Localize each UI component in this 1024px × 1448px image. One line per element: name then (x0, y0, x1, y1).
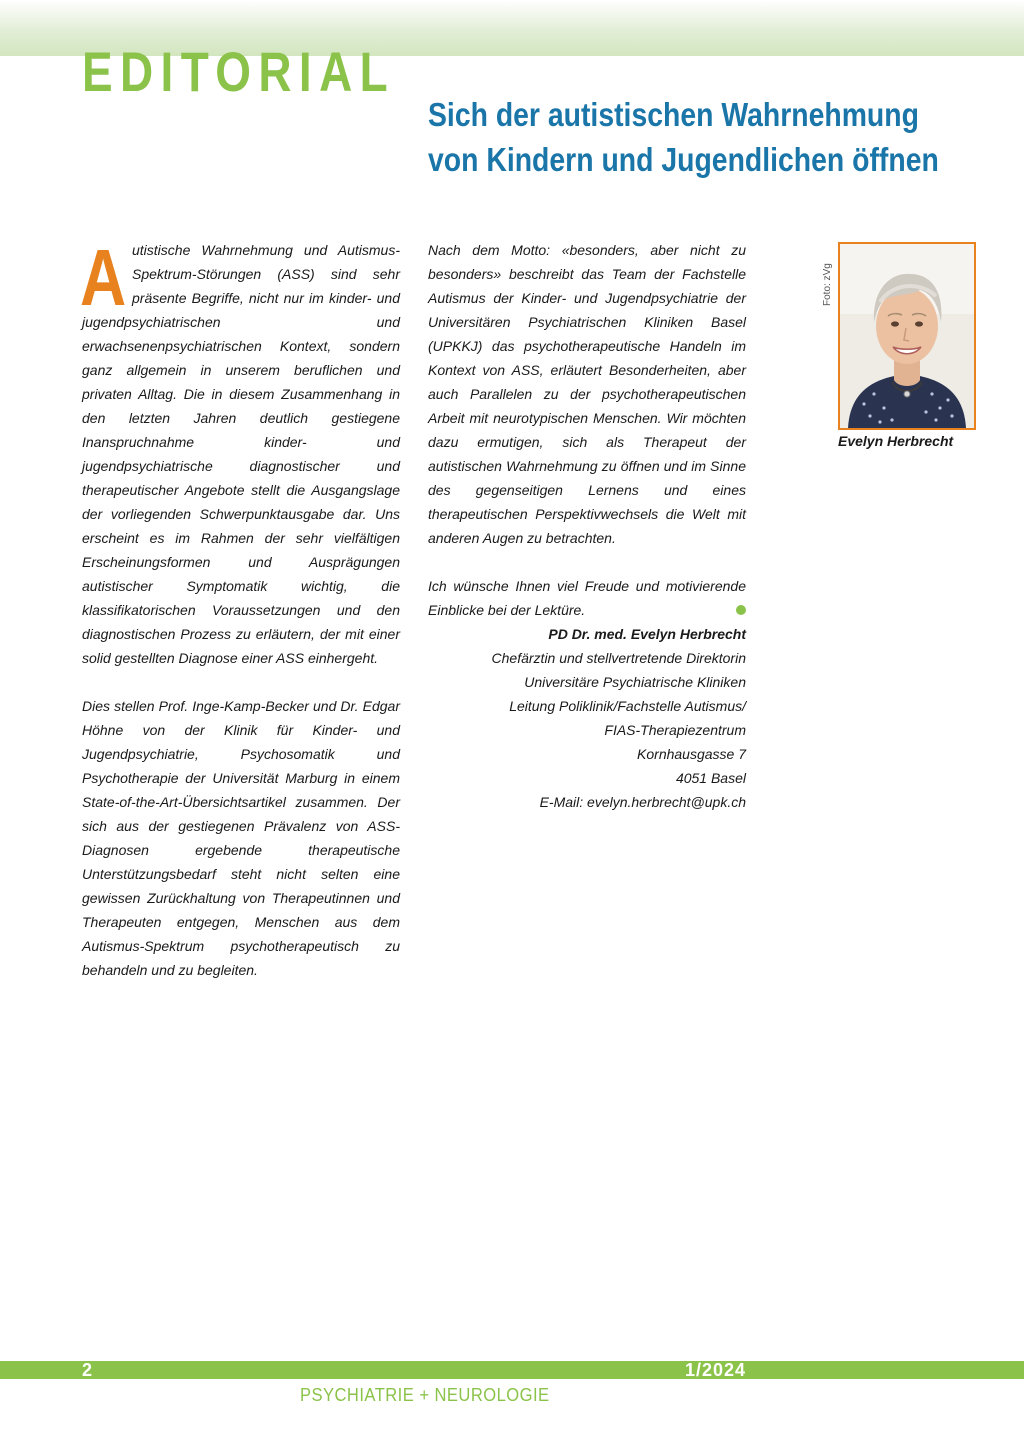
paragraph-motto: Nach dem Motto: «besonders, aber nicht zu besonders» beschreibt das Team der Fachstelle Autismus der Kinder- und Jugendpsychiatrie der Universitären Psychiatrischen Kliniken Basel (UPKKJ) das psychotherapeutische Handeln im Kontext von ASS, erläutert Besonderheiten, aber auch Parallelen zu der psychotherapeutischen Arbeit mit neurotypischen Menschen. Wir möchten dazu ermutigen, sich als Therapeut der autistischen Wahrnehmung zu öffnen und im Sinne des gegenseitigen Lernens und eines therapeutischen Perspektivwechsels die Welt mit anderen Augen zu betrachten. (428, 242, 746, 546)
paragraph-closing (428, 574, 746, 622)
footer-bar (0, 1361, 1024, 1379)
author-email[interactable]: E-Mail: evelyn.herbrecht@upk.ch (539, 794, 746, 810)
author-portrait-photo (838, 242, 976, 430)
article-column-middle (428, 238, 746, 622)
paragraph-overview: Dies stellen Prof. Inge-Kamp-Becker und Dr. Edgar Höhne von der Klinik für Kinder- und Jugendpsychiatrie, Psychosomatik und Psychotherapie der Universität Marburg in einem State-of-the-Art-Übersichtsartikel zusammen. Der sich aus der gestiegenen Prävalenz von ASS-Diagnosen ergebende therapeutische Unterstützungsbedarf steht nicht selten eine gewissen Zurückhaltung von Therapeutinnen und Therapeuten entgegen, Menschen aus dem Autismus-Spektrum psychotherapeutisch zu behandeln und zu begleiten. (82, 698, 400, 978)
photo-caption: Evelyn Herbrecht (838, 433, 954, 449)
author-role: Chefärztin und stellvertretende Direktorin (491, 650, 746, 666)
journal-name: PSYCHIATRIE + NEUROLOGIE (300, 1385, 550, 1405)
article-column-left (80, 233, 400, 982)
author-institution: Universitäre Psychiatrische Kliniken (524, 674, 746, 690)
author-street: Kornhausgasse 7 (637, 746, 746, 762)
photo-credit: Foto: zVg (822, 263, 833, 306)
author-name: PD Dr. med. Evelyn Herbrecht (548, 626, 746, 642)
author-city: 4051 Basel (675, 770, 746, 786)
drop-cap: A (80, 233, 127, 322)
author-department: Leitung Poliklinik/Fachstelle Autismus/ (509, 698, 746, 714)
paragraph-intro-text: utistische Wahrnehmung und Autismus-Spektrum-Störungen (ASS) sind sehr präsente Begriffe, nicht nur im kinder- und jugendpsychiatrischen und erwachsenenpsychiatrischen Kontext, sondern ganz allgemein in unserem beruflichen und privaten Alltag. Die in diesem Zusammenhang in den letzten Jahren deutlich gestiegene Inanspruchnahme kinder- und jugendpsychiatrische diagnostischer und therapeutischer Angebote stellt die Ausgangslage der vorliegenden Schwerpunktausgabe dar. Uns erscheint es im Rahmen der sehr vielfältigen Erscheinungsformen und Ausprägungen autistischer Symptomatik wichtig, die klassifikatorischen Voraussetzungen und den diagnostischen Prozess zu erläutern, der mit einer solid gestellten Diagnose einer ASS einhergeht. (82, 242, 400, 666)
headline-line-2: von Kindern und Jugendlichen öffnen (428, 141, 939, 178)
article-headline (428, 92, 939, 182)
end-mark-dot-icon (736, 605, 746, 615)
author-signature (428, 622, 746, 814)
section-label: EDITORIAL (82, 40, 396, 103)
headline-line-1: Sich der autistischen Wahrnehmung (428, 96, 919, 133)
paragraph-closing-text: Ich wünsche Ihnen viel Freude und motivierende Einblicke bei der Lektüre. (428, 578, 746, 618)
author-center: FIAS-Therapiezentrum (604, 722, 746, 738)
portrait-illustration (840, 244, 974, 428)
issue-number: 1/2024 (684, 1360, 746, 1380)
paragraph-intro (80, 233, 400, 670)
page-number: 2 (82, 1360, 93, 1380)
